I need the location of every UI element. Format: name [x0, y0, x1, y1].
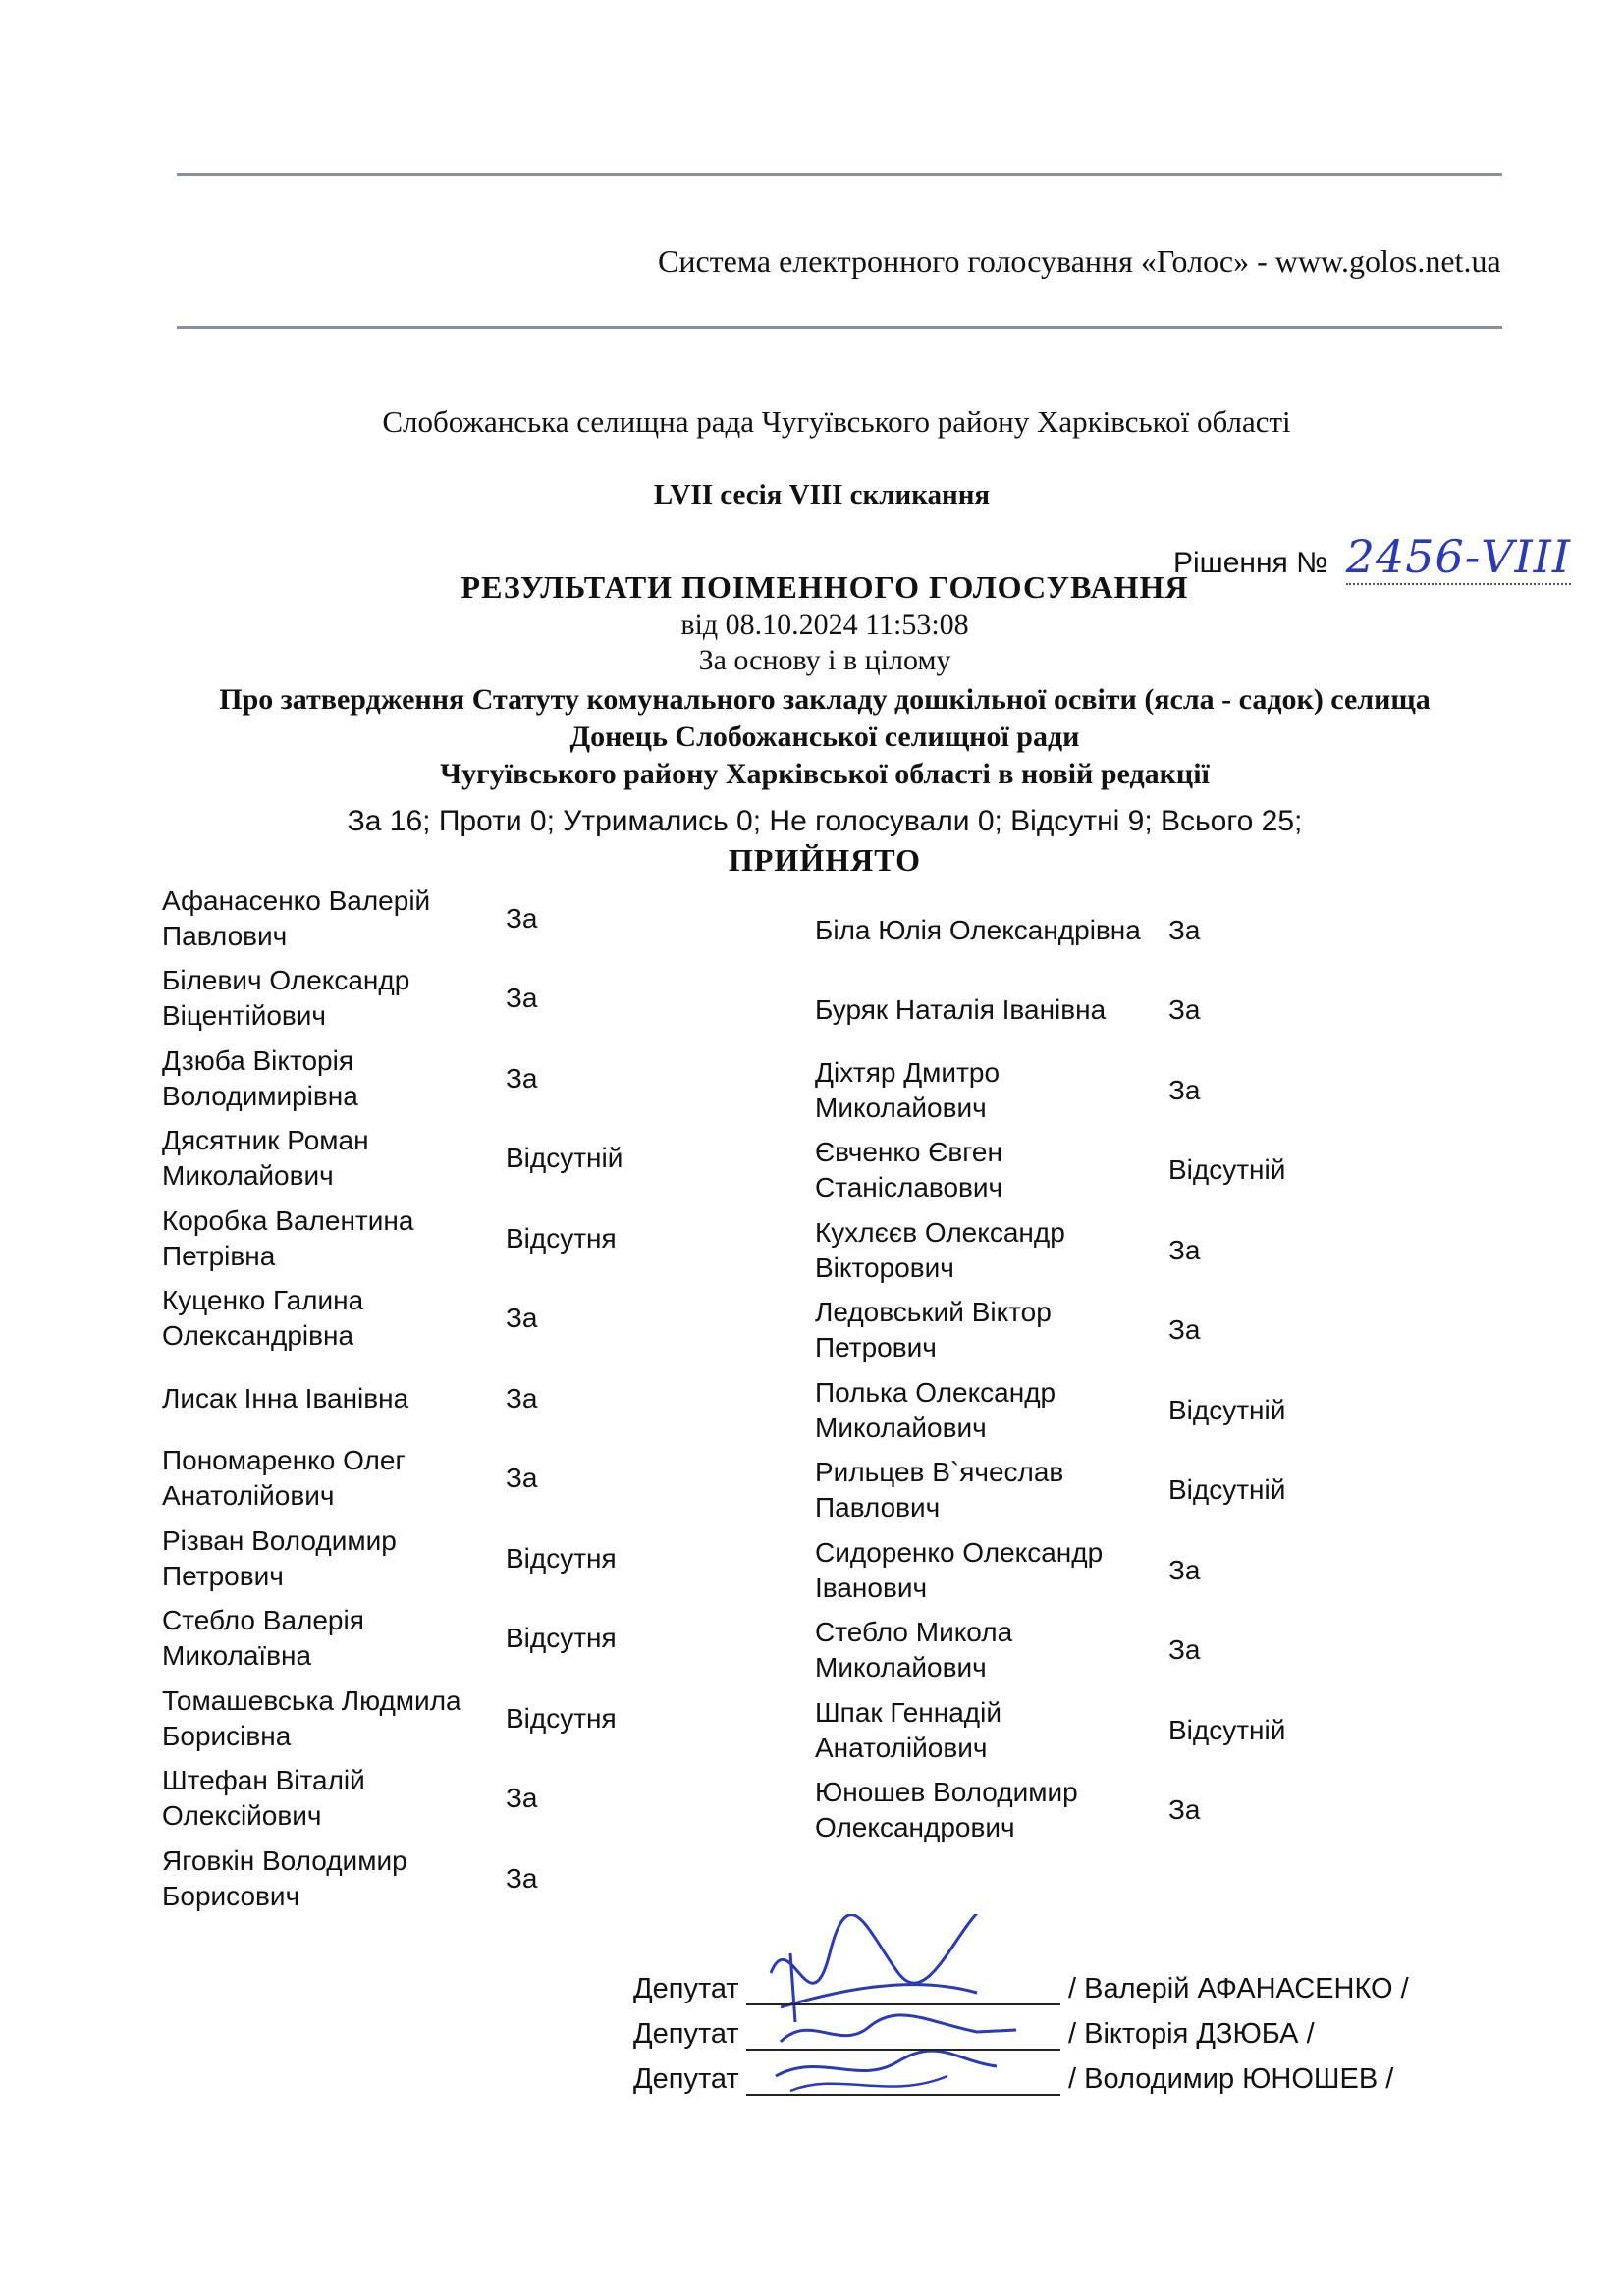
deputy-name: Діхтяр Дмитро Миколайович — [815, 1056, 1001, 1123]
vote-row — [162, 879, 790, 959]
deputy-vote: За — [1168, 1314, 1201, 1346]
vote-subject — [157, 681, 1492, 793]
deputy-vote: За — [506, 1862, 538, 1894]
deputy-name: Дзюба Вікторія Володимирівна — [162, 1044, 358, 1111]
deputy-vote: Відсутній — [1168, 1394, 1286, 1425]
deputy-vote: За — [506, 1303, 538, 1334]
deputy-vote: За — [1168, 994, 1201, 1026]
deputy-vote: Відсутня — [506, 1702, 617, 1734]
deputy-name: Рильцев В`ячеслав Павлович — [815, 1457, 1064, 1523]
vote-row — [162, 1279, 790, 1360]
subject-line: Донець Слобожанської селищної ради — [569, 721, 1080, 753]
signature-block — [633, 1973, 1409, 2109]
deputy-vote: За — [1168, 1634, 1201, 1666]
deputy-vote: За — [1168, 1234, 1201, 1265]
signature-role: Депутат — [633, 1973, 739, 2004]
deputy-vote: Відсутній — [1168, 1154, 1286, 1186]
deputy-name: Лисак Інна Іванівна — [162, 1382, 409, 1414]
vote-result: ПРИЙНЯТО — [728, 842, 922, 878]
deputy-name: Полька Олександр Миколайович — [815, 1376, 1056, 1443]
deputy-name: Дясятник Роман Миколайович — [162, 1125, 369, 1192]
decision-handwritten-number: 2456-VIII — [1345, 530, 1572, 583]
deputy-name: Сидоренко Олександр Іванович — [815, 1536, 1104, 1603]
votes-left-column — [162, 879, 790, 1919]
signature-name: / Валерій АФАНАСЕНКО / — [1068, 1973, 1409, 2004]
deputy-vote: За — [506, 1783, 538, 1814]
deputy-vote: За — [506, 1062, 538, 1094]
deputy-name: Пономаренко Олег Анатолійович — [162, 1445, 406, 1512]
vote-row — [162, 1039, 790, 1119]
top-rule — [177, 173, 1502, 176]
deputy-vote: Відсутній — [506, 1143, 623, 1174]
deputy-name: Біла Юлія Олександрівна — [815, 914, 1141, 945]
vote-row — [162, 1199, 790, 1279]
vote-basis: За основу і в цілому — [698, 644, 951, 676]
signature-role: Депутат — [633, 2063, 739, 2095]
deputy-vote: За — [1168, 1554, 1201, 1585]
subject-line: Про затвердження Статуту комунального закладу дошкільної освіти (ясла - садок) селища — [219, 683, 1431, 716]
deputy-name: Афанасенко Валерій Павлович — [162, 884, 431, 951]
deputy-vote: За — [506, 983, 538, 1014]
signature-row — [633, 2018, 1409, 2063]
vote-tally: За 16; Проти 0; Утримались 0; Не голосували 0; Відсутні 9; Всього 25; — [347, 805, 1303, 837]
deputy-name: Різван Володимир Петрович — [162, 1524, 397, 1591]
vote-row — [162, 1119, 790, 1200]
vote-row — [815, 1690, 1443, 1771]
vote-row — [815, 971, 1443, 1051]
deputy-vote: Відсутня — [506, 1623, 617, 1654]
vote-row — [162, 1439, 790, 1520]
deputy-name: Кухлєєв Олександр Вікторович — [815, 1216, 1065, 1283]
vote-row — [162, 1759, 790, 1840]
signature-line — [746, 2019, 1060, 2051]
vote-row — [815, 1451, 1443, 1531]
signature-row — [633, 2063, 1409, 2109]
votes-right-column — [815, 890, 1443, 1850]
subject-line: Чугуївського району Харківської області в новій редакції — [440, 758, 1210, 790]
deputy-vote: За — [1168, 1074, 1201, 1105]
vote-row — [162, 1679, 790, 1759]
deputy-name: Ледовський Віктор Петрович — [815, 1297, 1052, 1363]
vote-row — [162, 1599, 790, 1680]
vote-row — [815, 1771, 1443, 1851]
deputy-vote: За — [506, 1382, 538, 1414]
signature-role: Депутат — [633, 2018, 739, 2050]
deputy-vote: За — [506, 902, 538, 934]
vote-row — [162, 1519, 790, 1599]
council-name: Слобожанська селищна рада Чугуївського району Харківської області — [382, 404, 1291, 439]
vote-row — [815, 1210, 1443, 1291]
vote-date: від 08.10.2024 11:53:08 — [680, 609, 969, 641]
vote-row — [815, 1530, 1443, 1611]
vote-row — [815, 890, 1443, 971]
system-header: Система електронного голосування «Голос» - www.golos.net.ua — [658, 243, 1501, 279]
decision-label: Рішення № — [1173, 547, 1328, 579]
signature-row — [633, 1973, 1409, 2018]
vote-row — [162, 1839, 790, 1919]
deputy-name: Стебло Валерія Миколаївна — [162, 1605, 364, 1672]
vote-row — [815, 1611, 1443, 1691]
session-title: LVII сесія VIII скликання — [653, 479, 991, 510]
deputy-name: Юношев Володимир Олександрович — [815, 1777, 1078, 1843]
deputy-name: Штефан Віталій Олексійович — [162, 1765, 365, 1832]
vote-row — [815, 1291, 1443, 1371]
deputy-name: Куценко Галина Олександрівна — [162, 1285, 364, 1352]
vote-row — [815, 1050, 1443, 1131]
bottom-rule — [177, 326, 1502, 329]
deputy-name: Євченко Євген Станіславович — [815, 1137, 1003, 1203]
signature-name: / Володимир ЮНОШЕВ / — [1068, 2063, 1394, 2095]
signature-line — [746, 1974, 1060, 2005]
deputy-name: Стебло Микола Миколайович — [815, 1617, 1013, 1683]
deputy-vote: За — [1168, 1794, 1201, 1826]
vote-row — [162, 959, 790, 1040]
deputy-vote: Відсутня — [506, 1542, 617, 1574]
vote-row — [815, 1370, 1443, 1451]
signature-name: / Вікторія ДЗЮБА / — [1068, 2018, 1315, 2050]
deputy-name: Томашевська Людмила Борисівна — [162, 1684, 461, 1751]
deputy-vote: Відсутня — [506, 1222, 617, 1254]
deputy-name: Яговкін Володимир Борисович — [162, 1844, 407, 1911]
deputy-vote: За — [506, 1463, 538, 1494]
deputy-name: Шпак Геннадій Анатолійович — [815, 1696, 1001, 1763]
deputy-vote: Відсутній — [1168, 1714, 1286, 1745]
deputy-vote: Відсутній — [1168, 1474, 1286, 1506]
signature-line — [746, 2064, 1060, 2096]
vote-row — [815, 1131, 1443, 1211]
deputy-name: Коробка Валентина Петрівна — [162, 1204, 414, 1271]
deputy-name: Буряк Наталія Іванівна — [815, 994, 1107, 1026]
vote-row — [162, 1359, 790, 1439]
deputy-vote: За — [1168, 914, 1201, 945]
deputy-name: Білевич Олександр Віцентійович — [162, 965, 410, 1032]
document-title: РЕЗУЛЬТАТИ ПОІМЕННОГО ГОЛОСУВАННЯ — [460, 569, 1189, 605]
